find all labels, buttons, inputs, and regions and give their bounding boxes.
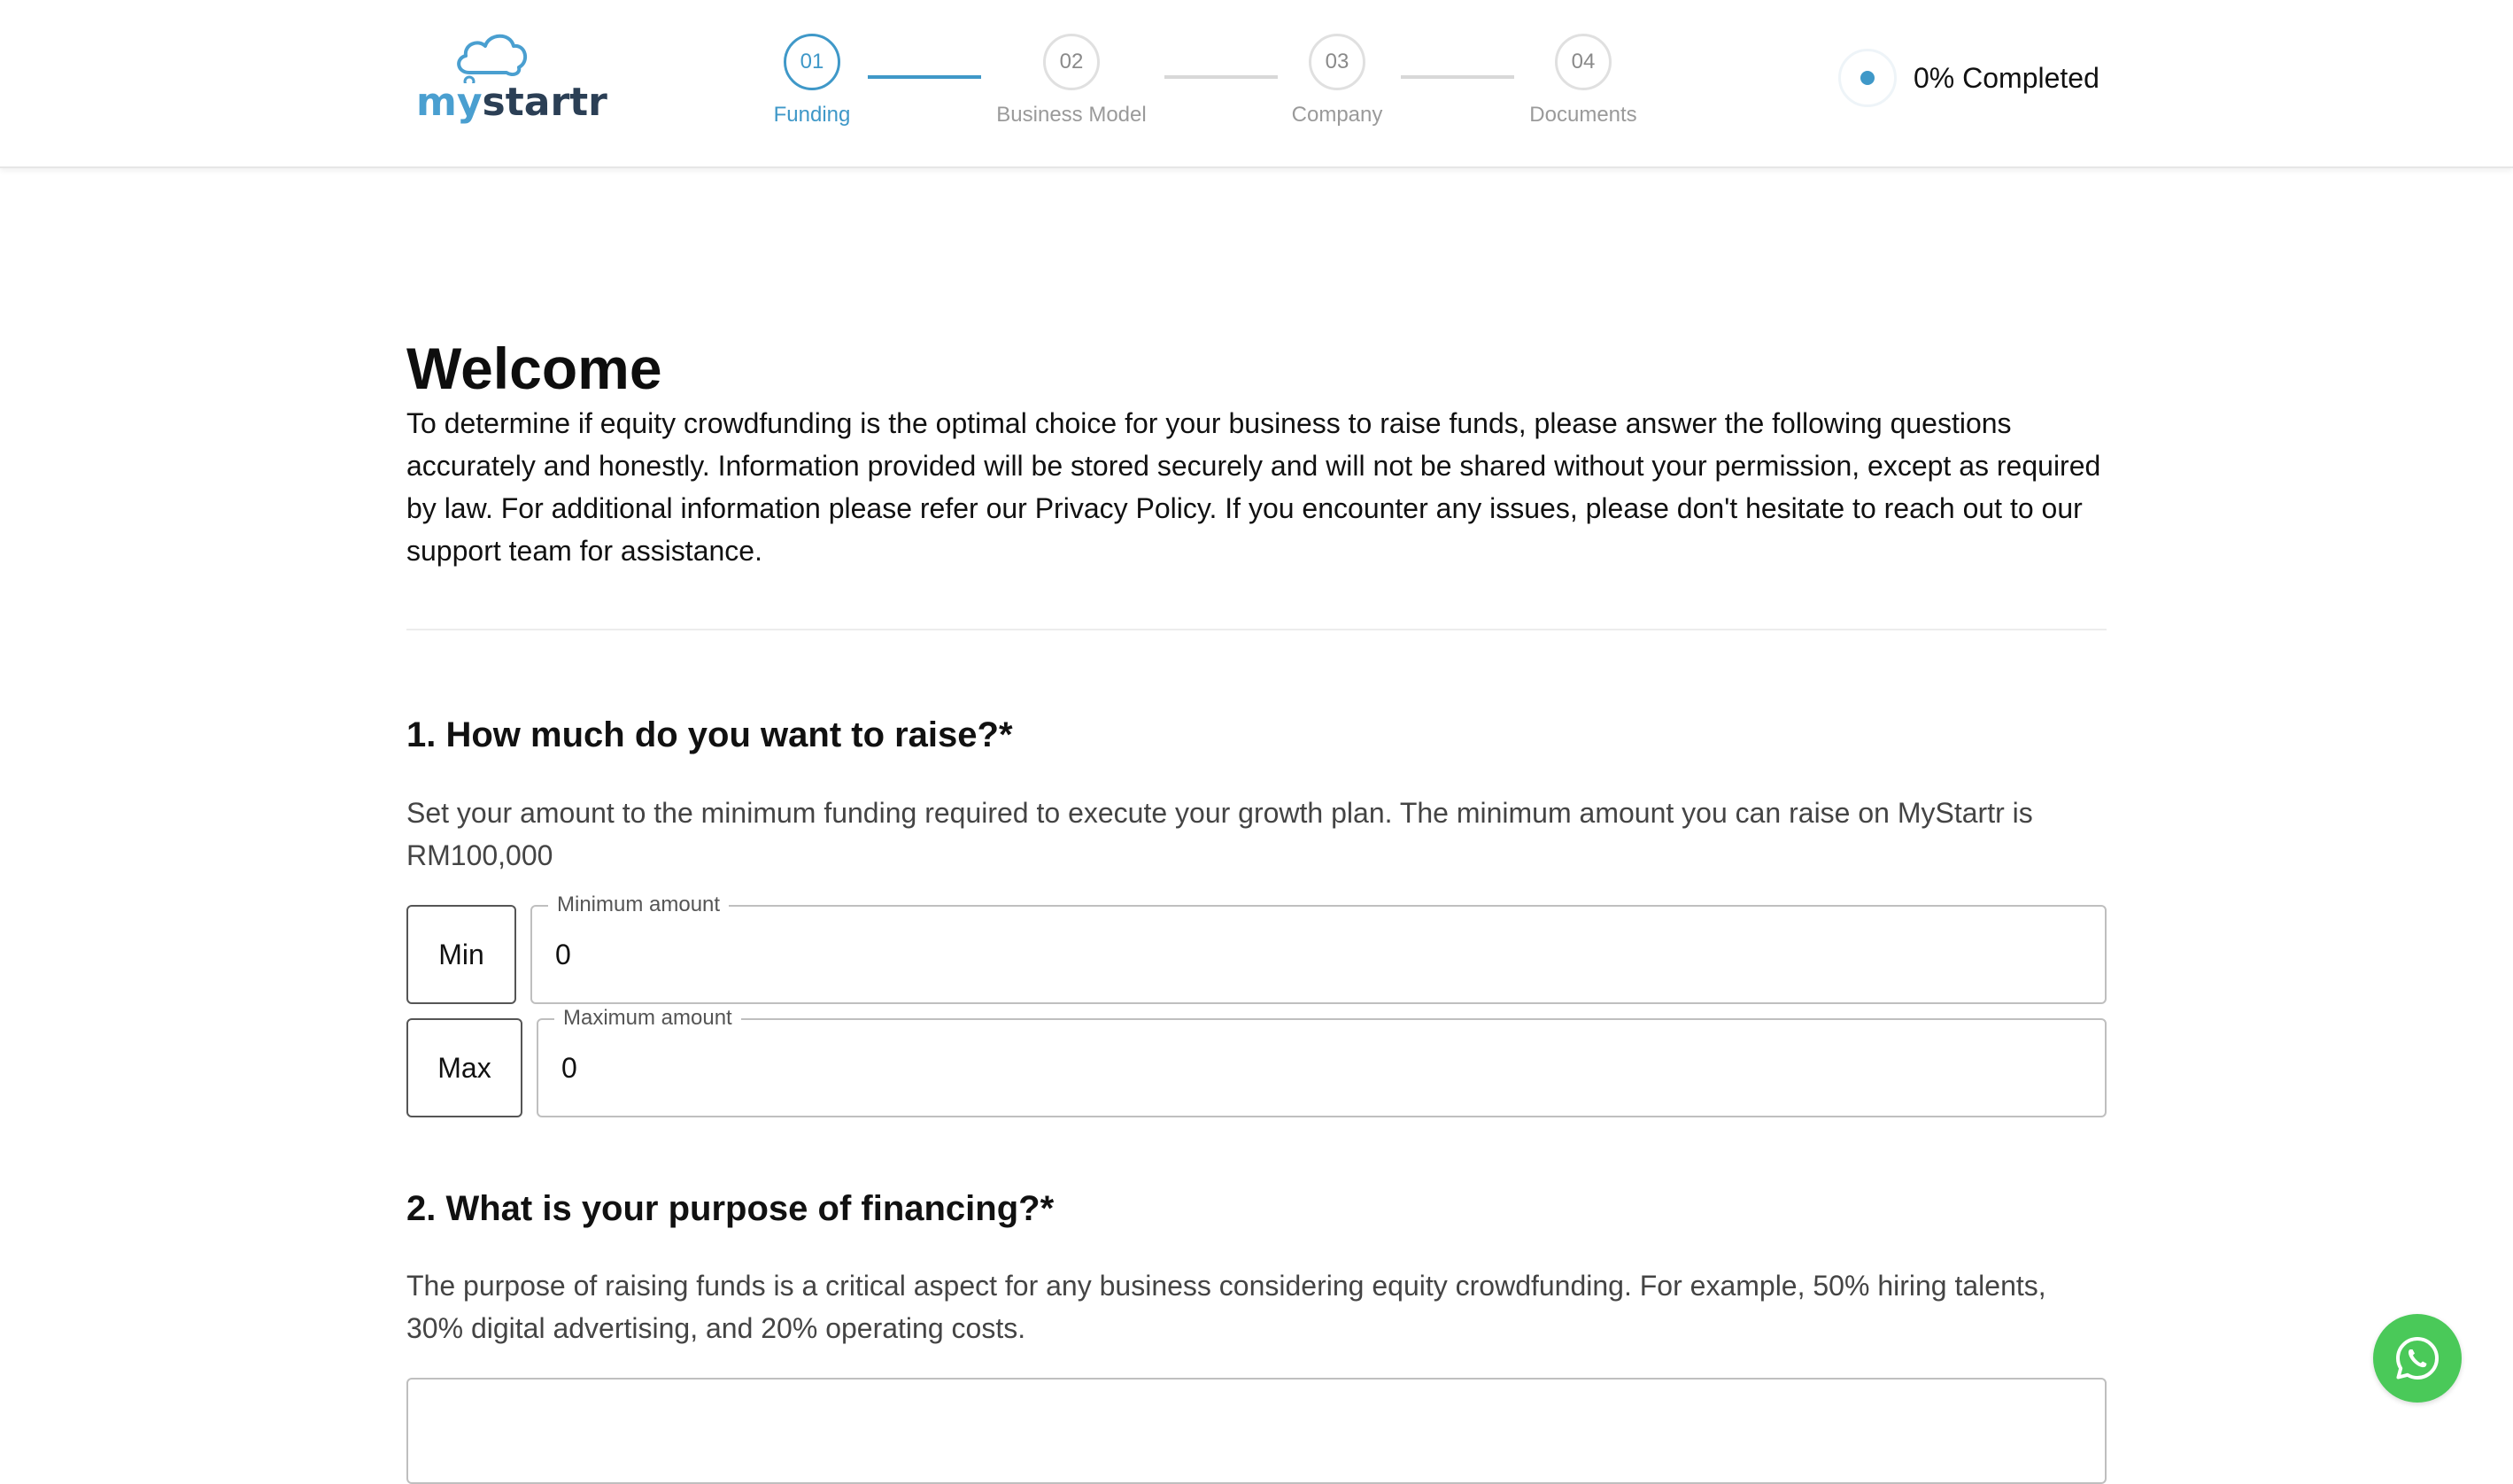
logo-my: my (416, 80, 483, 125)
question-2-title: 2. What is your purpose of financing?* (406, 1189, 1055, 1228)
purpose-input[interactable] (406, 1378, 2107, 1484)
whatsapp-icon (2393, 1333, 2442, 1383)
step-label: Company (1291, 103, 1383, 127)
min-button[interactable]: Min (406, 905, 516, 1004)
step-business-model[interactable] (974, 34, 1169, 128)
maximum-amount-field[interactable] (537, 1006, 2107, 1117)
max-button[interactable]: Max (406, 1018, 522, 1117)
maximum-amount-label: Maximum amount (554, 1008, 741, 1029)
minimum-amount-field[interactable] (530, 893, 2107, 1004)
progress-dot (1860, 71, 1875, 85)
step-number: 04 (1555, 34, 1612, 90)
progress-ring (1838, 49, 1897, 107)
whatsapp-chat-button[interactable] (2373, 1314, 2462, 1403)
step-documents[interactable] (1495, 34, 1672, 128)
top-header (0, 0, 2513, 168)
minimum-amount-label: Minimum amount (548, 894, 729, 916)
question-1-title: 1. How much do you want to raise?* (406, 715, 1013, 754)
page-title: Welcome (406, 336, 662, 401)
logo-startr: startr (482, 80, 607, 125)
step-number: 03 (1309, 34, 1365, 90)
logo-wordmark (416, 80, 607, 125)
mystartr-logo[interactable] (416, 27, 607, 133)
step-connector-1 (868, 75, 981, 79)
step-number: 02 (1043, 34, 1100, 90)
step-funding[interactable] (759, 34, 865, 128)
step-company[interactable] (1257, 34, 1417, 128)
step-number: 01 (784, 34, 840, 90)
divider (406, 629, 2107, 630)
question-1-description: Set your amount to the minimum funding required to execute your growth plan. The minimum amount you can raise on MyStartr is RM100,000 (406, 797, 2033, 871)
cloud-icon (452, 27, 531, 83)
step-label: Documents (1529, 103, 1637, 127)
progress-text: 0% Completed (1914, 62, 2099, 94)
minimum-amount-input[interactable] (555, 907, 1970, 1002)
intro-text: To determine if equity crowdfunding is the optimal choice for your business to raise funds, please answer the following questions accurately and honestly. Information provided will be stored securely and will not be shared without your permission, except as required by law. For additional information please refer our Privacy Policy. If you encounter any issues, please don't hesitate to reach out to our support team for assistance. (406, 407, 2101, 567)
maximum-amount-input[interactable] (561, 1020, 1971, 1116)
question-2-description: The purpose of raising funds is a critical aspect for any business considering equity crowdfunding. For example, 50% hiring talents, 30% digital advertising, and 20% operating costs. (406, 1270, 2046, 1344)
step-label: Business Model (996, 103, 1147, 127)
step-label: Funding (773, 103, 851, 127)
